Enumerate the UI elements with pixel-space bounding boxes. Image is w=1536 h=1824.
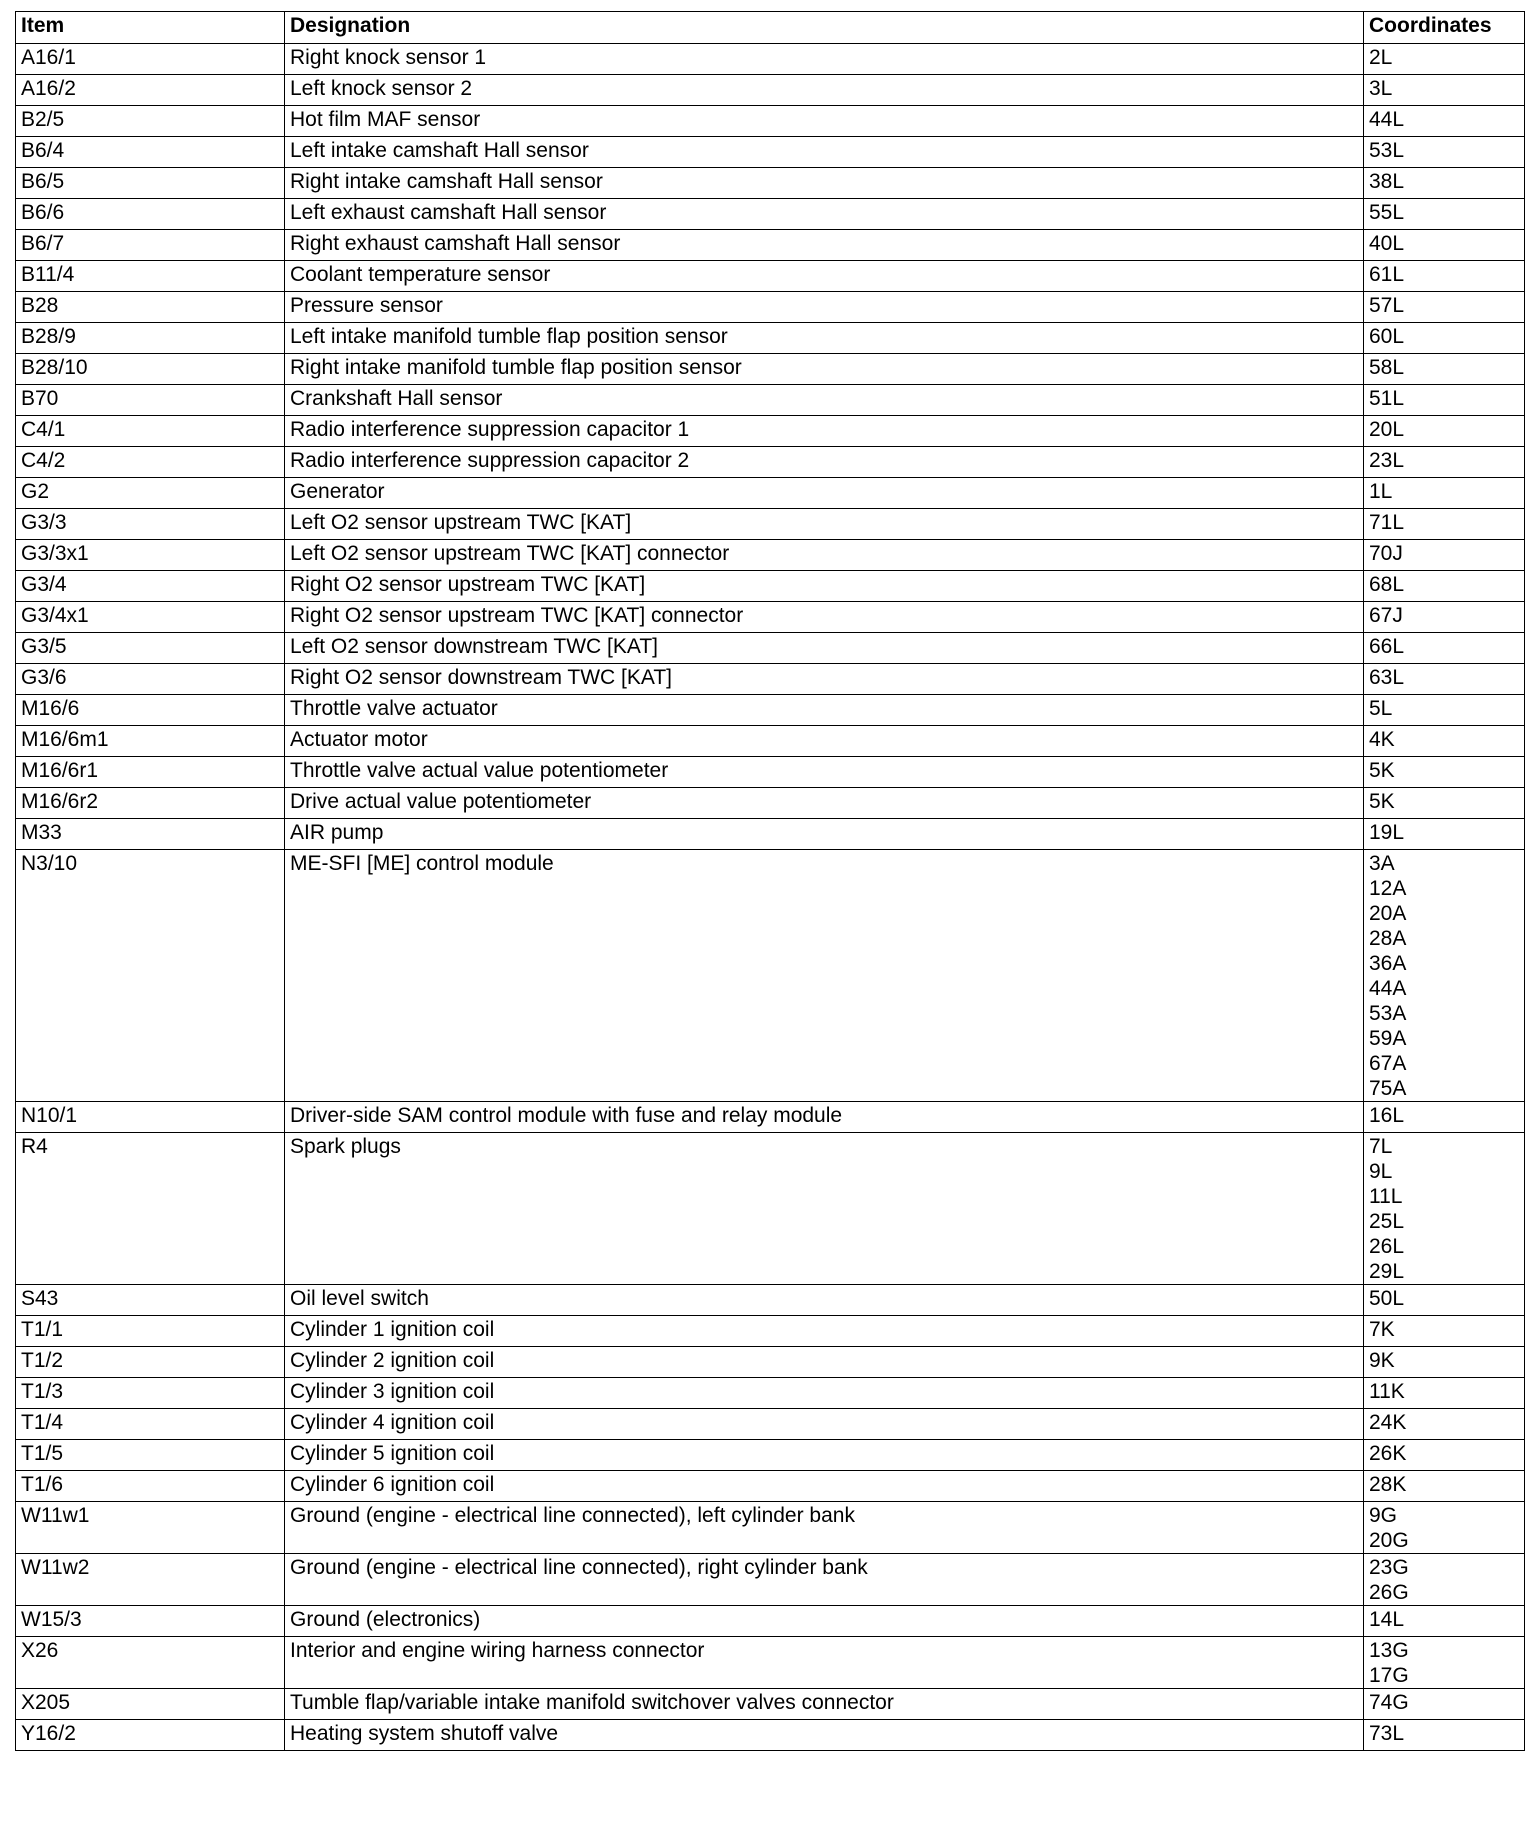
coordinates-cell (1364, 571, 1525, 602)
designation-cell: Left knock sensor 2 (285, 75, 1364, 106)
coordinate-value: 17G (1369, 1664, 1409, 1687)
table-row (16, 509, 1525, 540)
table-row (16, 1102, 1525, 1133)
coordinate-value: 25L (1369, 1210, 1405, 1233)
coordinate-value: 5K (1369, 790, 1395, 813)
coordinate-value: 66L (1369, 635, 1405, 658)
item-cell: W11w1 (16, 1502, 285, 1554)
table-row (16, 695, 1525, 726)
designation-cell: Radio interference suppression capacitor 1 (285, 416, 1364, 447)
coordinate-value: 5K (1369, 759, 1395, 782)
designation-cell: Oil level switch (285, 1285, 1364, 1316)
designation-cell: AIR pump (285, 819, 1364, 850)
coordinate-value: 7K (1369, 1318, 1395, 1341)
designation-cell: Tumble flap/variable intake manifold switchover valves connector (285, 1689, 1364, 1720)
coordinates-cell (1364, 1689, 1525, 1720)
item-cell: B6/7 (16, 230, 285, 261)
item-cell: T1/1 (16, 1316, 285, 1347)
coordinates-cell (1364, 478, 1525, 509)
table-row (16, 1409, 1525, 1440)
coordinates-cell (1364, 75, 1525, 106)
item-cell: G2 (16, 478, 285, 509)
coordinate-value: 11L (1369, 1185, 1403, 1208)
coordinate-value: 67J (1369, 604, 1403, 627)
designation-cell: Throttle valve actual value potentiometer (285, 757, 1364, 788)
designation-cell: Left intake manifold tumble flap position sensor (285, 323, 1364, 354)
coordinate-value: 2L (1369, 46, 1393, 69)
table-row (16, 788, 1525, 819)
table-row (16, 1316, 1525, 1347)
coordinate-value: 36A (1369, 952, 1407, 975)
item-cell: B6/5 (16, 168, 285, 199)
table-row (16, 447, 1525, 478)
coordinate-value: 74G (1369, 1691, 1409, 1714)
coordinate-value: 14L (1369, 1608, 1405, 1631)
item-cell: W15/3 (16, 1606, 285, 1637)
item-cell: B11/4 (16, 261, 285, 292)
table-row (16, 1720, 1525, 1751)
item-cell: B6/6 (16, 199, 285, 230)
designation-cell: Left O2 sensor upstream TWC [KAT] connector (285, 540, 1364, 571)
designation-cell: Right O2 sensor upstream TWC [KAT] connector (285, 602, 1364, 633)
designation-cell: Ground (engine - electrical line connected), right cylinder bank (285, 1554, 1364, 1606)
coordinates-cell (1364, 168, 1525, 199)
table-row (16, 199, 1525, 230)
coordinate-value: 19L (1369, 821, 1405, 844)
coordinate-value: 60L (1369, 325, 1405, 348)
coordinate-value: 71L (1369, 511, 1405, 534)
item-cell: M16/6m1 (16, 726, 285, 757)
designation-cell: Cylinder 3 ignition coil (285, 1378, 1364, 1409)
table-row (16, 726, 1525, 757)
table-row (16, 819, 1525, 850)
item-cell: M33 (16, 819, 285, 850)
item-cell: Y16/2 (16, 1720, 285, 1751)
header-row (16, 12, 1525, 44)
designation-cell: Cylinder 6 ignition coil (285, 1471, 1364, 1502)
item-cell: N10/1 (16, 1102, 285, 1133)
table-row (16, 1637, 1525, 1689)
coordinates-cell (1364, 602, 1525, 633)
coordinates-cell (1364, 695, 1525, 726)
coordinates-cell (1364, 1471, 1525, 1502)
coordinate-value: 44A (1369, 977, 1407, 1000)
table-row (16, 354, 1525, 385)
item-cell: G3/3 (16, 509, 285, 540)
coordinates-cell (1364, 137, 1525, 168)
item-cell: T1/6 (16, 1471, 285, 1502)
coordinate-value: 73L (1369, 1722, 1405, 1745)
table-row (16, 323, 1525, 354)
table-row (16, 75, 1525, 106)
table-row (16, 230, 1525, 261)
coordinate-value: 4K (1369, 728, 1395, 751)
item-cell: T1/3 (16, 1378, 285, 1409)
designation-cell: ME-SFI [ME] control module (285, 850, 1364, 1102)
item-cell: M16/6 (16, 695, 285, 726)
table-row (16, 602, 1525, 633)
item-cell: T1/5 (16, 1440, 285, 1471)
item-cell: M16/6r2 (16, 788, 285, 819)
table-row (16, 1606, 1525, 1637)
designation-cell: Right O2 sensor upstream TWC [KAT] (285, 571, 1364, 602)
item-cell: B28/10 (16, 354, 285, 385)
header-designation: Designation (285, 12, 1364, 44)
table-row (16, 1554, 1525, 1606)
coordinates-cell (1364, 1347, 1525, 1378)
designation-cell: Driver-side SAM control module with fuse and relay module (285, 1102, 1364, 1133)
designation-cell: Right intake manifold tumble flap position sensor (285, 354, 1364, 385)
item-cell: N3/10 (16, 850, 285, 1102)
coordinates-cell (1364, 323, 1525, 354)
coordinate-value: 24K (1369, 1411, 1407, 1434)
coordinate-value: 63L (1369, 666, 1405, 689)
coordinates-cell (1364, 633, 1525, 664)
item-cell: W11w2 (16, 1554, 285, 1606)
coordinate-value: 9L (1369, 1160, 1393, 1183)
coordinate-value: 9G (1369, 1504, 1398, 1527)
designation-cell: Right exhaust camshaft Hall sensor (285, 230, 1364, 261)
item-cell: B28/9 (16, 323, 285, 354)
table-row (16, 1347, 1525, 1378)
designation-cell: Crankshaft Hall sensor (285, 385, 1364, 416)
table-row (16, 106, 1525, 137)
designation-cell: Left O2 sensor upstream TWC [KAT] (285, 509, 1364, 540)
table-row (16, 1440, 1525, 1471)
coordinates-cell (1364, 385, 1525, 416)
coordinate-value: 53A (1369, 1002, 1407, 1025)
item-cell: G3/6 (16, 664, 285, 695)
coordinate-value: 50L (1369, 1287, 1405, 1310)
item-cell: S43 (16, 1285, 285, 1316)
item-cell: G3/4x1 (16, 602, 285, 633)
item-cell: B2/5 (16, 106, 285, 137)
item-cell: X205 (16, 1689, 285, 1720)
coordinate-value: 1L (1369, 480, 1393, 503)
table-row (16, 1471, 1525, 1502)
coordinate-value: 58L (1369, 356, 1405, 379)
coordinates-cell (1364, 664, 1525, 695)
coordinates-cell (1364, 540, 1525, 571)
designation-cell: Right O2 sensor downstream TWC [KAT] (285, 664, 1364, 695)
coordinates-cell (1364, 850, 1525, 1102)
designation-cell: Pressure sensor (285, 292, 1364, 323)
coordinate-value: 5L (1369, 697, 1393, 720)
designation-cell: Drive actual value potentiometer (285, 788, 1364, 819)
coordinates-cell (1364, 1440, 1525, 1471)
coordinate-value: 26L (1369, 1235, 1405, 1258)
coordinates-cell (1364, 1409, 1525, 1440)
item-cell: A16/2 (16, 75, 285, 106)
table-body (16, 44, 1525, 1751)
coordinate-value: 38L (1369, 170, 1405, 193)
header-item: Item (16, 12, 285, 44)
table-row (16, 137, 1525, 168)
designation-cell: Actuator motor (285, 726, 1364, 757)
coordinate-value: 3A (1369, 852, 1395, 875)
table-row (16, 1285, 1525, 1316)
coordinates-cell (1364, 1378, 1525, 1409)
coordinate-value: 51L (1369, 387, 1405, 410)
table-row (16, 1689, 1525, 1720)
table-row (16, 571, 1525, 602)
coordinates-cell (1364, 1502, 1525, 1554)
designation-cell: Radio interference suppression capacitor 2 (285, 447, 1364, 478)
coordinate-value: 68L (1369, 573, 1405, 596)
coordinates-cell (1364, 757, 1525, 788)
designation-cell: Coolant temperature sensor (285, 261, 1364, 292)
item-cell: R4 (16, 1133, 285, 1285)
item-cell: B70 (16, 385, 285, 416)
coordinate-value: 20L (1369, 418, 1405, 441)
table-row (16, 385, 1525, 416)
coordinates-cell (1364, 1316, 1525, 1347)
designation-cell: Left exhaust camshaft Hall sensor (285, 199, 1364, 230)
table-row (16, 44, 1525, 75)
table-row (16, 1378, 1525, 1409)
coordinate-value: 29L (1369, 1260, 1405, 1283)
coordinate-value: 20A (1369, 902, 1407, 925)
table-row (16, 757, 1525, 788)
designation-cell: Hot film MAF sensor (285, 106, 1364, 137)
designation-cell: Cylinder 4 ignition coil (285, 1409, 1364, 1440)
table-row (16, 664, 1525, 695)
item-cell: A16/1 (16, 44, 285, 75)
coordinate-value: 44L (1369, 108, 1405, 131)
item-cell: T1/2 (16, 1347, 285, 1378)
designation-cell: Ground (electronics) (285, 1606, 1364, 1637)
designation-cell: Left O2 sensor downstream TWC [KAT] (285, 633, 1364, 664)
table-row (16, 633, 1525, 664)
coordinates-cell (1364, 261, 1525, 292)
coordinates-cell (1364, 788, 1525, 819)
designation-cell: Left intake camshaft Hall sensor (285, 137, 1364, 168)
coordinate-value: 57L (1369, 294, 1405, 317)
coordinate-value: 26G (1369, 1581, 1409, 1604)
table-row (16, 540, 1525, 571)
designation-cell: Generator (285, 478, 1364, 509)
table-row (16, 292, 1525, 323)
designation-cell: Interior and engine wiring harness connector (285, 1637, 1364, 1689)
item-cell: G3/5 (16, 633, 285, 664)
coordinates-cell (1364, 1554, 1525, 1606)
coordinate-value: 55L (1369, 201, 1405, 224)
coordinate-value: 13G (1369, 1639, 1409, 1662)
coordinate-value: 28K (1369, 1473, 1407, 1496)
item-cell: C4/2 (16, 447, 285, 478)
coordinates-cell (1364, 230, 1525, 261)
coordinate-value: 40L (1369, 232, 1405, 255)
coordinates-cell (1364, 726, 1525, 757)
coordinate-value: 59A (1369, 1027, 1407, 1050)
designation-cell: Spark plugs (285, 1133, 1364, 1285)
table-row (16, 261, 1525, 292)
component-legend-table (15, 11, 1525, 1751)
designation-cell: Right knock sensor 1 (285, 44, 1364, 75)
coordinates-cell (1364, 199, 1525, 230)
coordinates-cell (1364, 509, 1525, 540)
item-cell: G3/3x1 (16, 540, 285, 571)
coordinate-value: 70J (1369, 542, 1403, 565)
coordinate-value: 23G (1369, 1556, 1409, 1579)
coordinates-cell (1364, 292, 1525, 323)
coordinates-cell (1364, 416, 1525, 447)
coordinate-value: 20G (1369, 1529, 1409, 1552)
coordinate-value: 16L (1369, 1104, 1405, 1127)
coordinate-value: 26K (1369, 1442, 1407, 1465)
table-row (16, 478, 1525, 509)
coordinate-value: 12A (1369, 877, 1407, 900)
designation-cell: Ground (engine - electrical line connected), left cylinder bank (285, 1502, 1364, 1554)
table-row (16, 1502, 1525, 1554)
table-row (16, 168, 1525, 199)
coordinate-value: 9K (1369, 1349, 1395, 1372)
designation-cell: Cylinder 1 ignition coil (285, 1316, 1364, 1347)
designation-cell: Heating system shutoff valve (285, 1720, 1364, 1751)
header-coordinates: Coordinates (1364, 12, 1525, 44)
coordinate-value: 23L (1369, 449, 1405, 472)
designation-cell: Cylinder 5 ignition coil (285, 1440, 1364, 1471)
coordinate-value: 53L (1369, 139, 1405, 162)
coordinates-cell (1364, 1637, 1525, 1689)
coordinates-cell (1364, 1102, 1525, 1133)
coordinates-cell (1364, 1285, 1525, 1316)
coordinate-value: 7L (1369, 1135, 1393, 1158)
coordinate-value: 75A (1369, 1077, 1407, 1100)
item-cell: M16/6r1 (16, 757, 285, 788)
item-cell: T1/4 (16, 1409, 285, 1440)
coordinate-value: 11K (1369, 1380, 1405, 1403)
item-cell: X26 (16, 1637, 285, 1689)
designation-cell: Throttle valve actuator (285, 695, 1364, 726)
table-row (16, 1133, 1525, 1285)
item-cell: B28 (16, 292, 285, 323)
designation-cell: Right intake camshaft Hall sensor (285, 168, 1364, 199)
coordinate-value: 61L (1369, 263, 1405, 286)
designation-cell: Cylinder 2 ignition coil (285, 1347, 1364, 1378)
coordinates-cell (1364, 447, 1525, 478)
coordinate-value: 3L (1369, 77, 1393, 100)
coordinates-cell (1364, 44, 1525, 75)
coordinates-cell (1364, 1606, 1525, 1637)
table-row (16, 416, 1525, 447)
coordinate-value: 67A (1369, 1052, 1407, 1075)
item-cell: C4/1 (16, 416, 285, 447)
item-cell: G3/4 (16, 571, 285, 602)
table-row (16, 850, 1525, 1102)
coordinates-cell (1364, 354, 1525, 385)
coordinates-cell (1364, 1720, 1525, 1751)
item-cell: B6/4 (16, 137, 285, 168)
coordinate-value: 28A (1369, 927, 1407, 950)
coordinates-cell (1364, 819, 1525, 850)
coordinates-cell (1364, 106, 1525, 137)
coordinates-cell (1364, 1133, 1525, 1285)
